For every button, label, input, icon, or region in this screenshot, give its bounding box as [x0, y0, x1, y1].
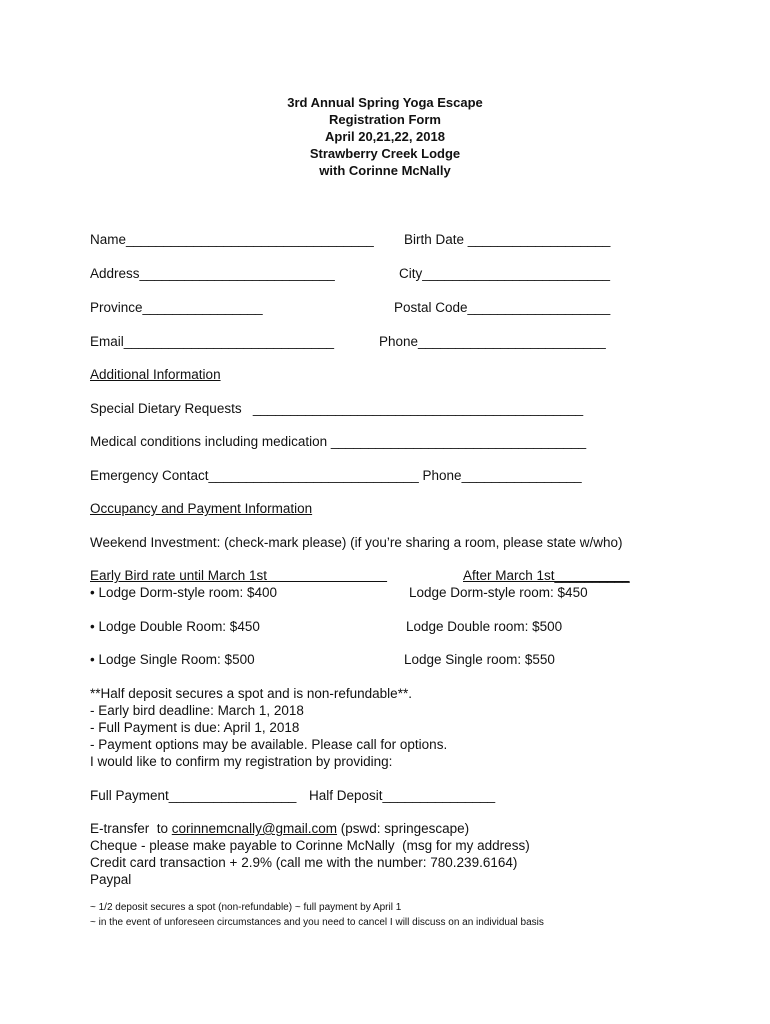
paypal-line: Paypal — [90, 872, 132, 887]
birth-date-field[interactable]: Birth Date ___________________ — [404, 232, 611, 247]
additional-info-heading: Additional Information — [90, 367, 221, 382]
early-bird-header: Early Bird rate until March 1st — [90, 568, 388, 583]
confirm-registration-text: I would like to confirm my registration by providing: — [90, 754, 393, 769]
event-host: with Corinne McNally — [319, 163, 451, 178]
cheque-line: Cheque - please make payable to Corinne McNally (msg for my address) — [90, 838, 530, 853]
etransfer-prefix: E-transfer to — [90, 821, 172, 836]
after-dorm-option[interactable]: Lodge Dorm-style room: $450 — [409, 585, 588, 600]
form-title: 3rd Annual Spring Yoga Escape — [287, 95, 483, 110]
event-location: Strawberry Creek Lodge — [309, 146, 461, 161]
form-subtitle: Registration Form — [329, 112, 441, 127]
email-field[interactable]: Email____________________________ — [90, 334, 334, 349]
early-bird-deadline: - Early bird deadline: March 1, 2018 — [90, 703, 304, 718]
postal-code-field[interactable]: Postal Code___________________ — [394, 300, 611, 315]
full-payment-due: - Full Payment is due: April 1, 2018 — [90, 720, 300, 735]
province-field[interactable]: Province________________ — [90, 300, 263, 315]
early-single-option[interactable]: • Lodge Single Room: $500 — [90, 652, 255, 667]
footer-deposit-note: ~ 1/2 deposit secures a spot (non-refundable) ~ full payment by April 1 — [90, 902, 402, 913]
event-dates: April 20,21,22, 2018 — [325, 129, 445, 144]
name-field[interactable]: Name_________________________________ — [90, 232, 374, 247]
deposit-note: **Half deposit secures a spot and is non-refundable**. — [90, 686, 412, 701]
after-march-header: After March 1st__________ — [463, 568, 630, 583]
credit-card-line: Credit card transaction + 2.9% (call me with the number: 780.239.6164) — [90, 855, 518, 870]
payment-options-note: - Payment options may be available. Please call for options. — [90, 737, 448, 752]
emergency-contact-field[interactable]: Emergency Contact____________________________ Phone________________ — [90, 468, 582, 483]
after-single-option[interactable]: Lodge Single room: $550 — [404, 652, 555, 667]
city-field[interactable]: City_________________________ — [399, 266, 610, 281]
phone-field[interactable]: Phone_________________________ — [379, 334, 606, 349]
early-double-option[interactable]: • Lodge Double Room: $450 — [90, 619, 260, 634]
early-dorm-option[interactable]: • Lodge Dorm-style room: $400 — [90, 585, 278, 600]
medical-conditions-field[interactable]: Medical conditions including medication __________________________________ — [90, 434, 587, 449]
occupancy-heading: Occupancy and Payment Information — [90, 501, 313, 516]
etransfer-email-link[interactable]: corinnemcnally@gmail.com — [171, 821, 338, 836]
full-payment-field[interactable]: Full Payment_________________ — [90, 788, 297, 803]
dietary-requests-field[interactable]: Special Dietary Requests ____________________________________________ — [90, 401, 584, 416]
after-double-option[interactable]: Lodge Double room: $500 — [406, 619, 563, 634]
footer-cancel-note: ~ in the event of unforeseen circumstances and you need to cancel I will discuss on an individual basis — [90, 917, 544, 928]
etransfer-suffix: (pswd: springescape) — [337, 821, 470, 836]
address-field[interactable]: Address__________________________ — [90, 266, 335, 281]
half-deposit-field[interactable]: Half Deposit_______________ — [309, 788, 496, 803]
etransfer-line — [90, 820, 469, 837]
weekend-investment-text: Weekend Investment: (check-mark please) (if you’re sharing a room, please state w/who) — [90, 535, 623, 550]
